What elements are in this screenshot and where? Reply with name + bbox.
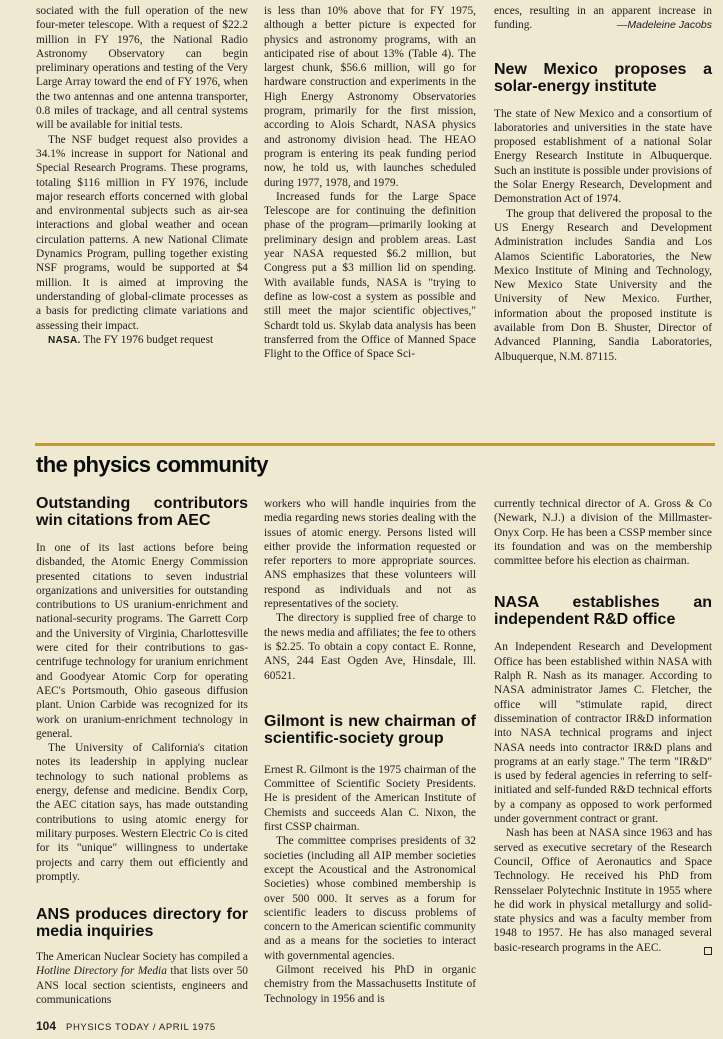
paragraph: is less than 10% above that for FY 1975, although a better picture is expected for physics and astronomy programs, with an anticipated rise of about 13% (Table 4). The largest chunk, $56.6 million, will go for hardware construction and experiments in the High Energy Astronomy Observatories program, primarily for the first mission, according to Alois Schardt, NASA physics and astronomy division head. The HEAO program is entering its peak funding period now, he told us, with launches scheduled during 1977, 1978, and 1979. [264,5,476,189]
end-of-article-mark [704,947,712,955]
paragraph: Ernest R. Gilmont is the 1975 chairman of the Committee of Scientific Society Presidents. He is president of the American Institute of Chemists and succeeds Alan C. Nixon, the first CSSP chairman. [264,763,476,834]
author-signature: —Madeleine Jacobs [616,19,712,32]
paragraph: The NSF budget request also provides a 34.1% increase in support for National and Special Research Programs. These programs, totaling $116 million in FY 1976, include major research efforts concerned with global and environmental subjects such as air-sea interactions and global weather and ocean circulation patterns. A new National Climate Dynamics Program, pulling together existing NSF programs, would be supported at $4 million. It is aimed at improving the understanding of global-climate processes as a basis for predicting climate variations and assessing their impact. [36,133,248,332]
runin-heading: NASA. [48,334,81,346]
paragraph: sociated with the full operation of the new four-meter telescope. With a request of $22.2 million in FY 1976, the National Radio Astronomy Observatory can begin preliminary operations and testing of the Very Large Array toward the end of FY 1976, when the two antennas and one antenna transporter, 0.8 miles of trackage, and all central systems will be available for initial tests. [36,5,248,132]
paragraph: Nash has been at NASA since 1963 and has served as executive secretary of the Research Council, Office of Aeronautics and Space Technology. He received his PhD from Rensselaer Polytechnic Institute in 1955 where he did work in physical metallurgy and solid-state physics and was a faculty member from 1948 to 1957. He has also managed several basic-research programs in the AEC. [494,827,712,954]
article-headline: ANS produces directory for media inquiries [36,906,248,941]
top-column-1 [36,4,248,348]
article-headline: Outstanding contributors win citations from AEC [36,495,248,529]
bottom-column-2 [264,497,476,1006]
paragraph: The group that delivered the proposal to the US Energy Research and Development Administration includes Sandia and Los Alamos Scientific Laboratories, the New Mexico Institute of Mining and Technology, New Mexico State University and the University of New Mexico. Further, information about the proposed institute is available from Don B. Shuster, Director of Advanced Planning, Sandia Laboratories, Albuquerque, N.M. 87115. [494,207,712,363]
paragraph: The committee comprises presidents of 32 societies (including all AIP member societies except the Acoustical and the Astronomical Societies) whose combined membership is over 500 000. It serves as a forum for scientific leaders to discuss problems of concern to the American scientific community and as a means for the societies to interact with governmental agencies. [264,835,476,962]
paragraph: An Independent Research and Development Office has been established within NASA with Ralph R. Nash as its manager. According to NASA administrator James C. Fletcher, the office will "stimulate rapid, direct dissemination of contractor IR&D information into NASA technical programs and inject NASA needs into contractor IR&D plans and programs at an early stage." The term "IR&D" is used by federal agencies in referring to self-initiated and self-funded R&D technical efforts by a company as opposed to work performed under government contract or grant. [494,641,712,826]
paragraph-fragment: ences, resulting in an apparent increase in funding. [494,5,712,32]
journal-name: PHYSICS TODAY / APRIL 1975 [66,1022,216,1033]
page-footer [36,1019,216,1033]
bottom-column-1 [36,495,248,1007]
article-headline: NASA establishes an independent R&D office [494,594,712,629]
top-column-3 [494,4,712,364]
top-column-2 [264,4,476,361]
paragraph-fragment: The FY 1976 budget request [80,333,214,346]
paragraph: The University of California's citation notes its leadership in applying nuclear technology to such national problems as energy, defense and medicine. Bendix Corp, the AEC citation says, has made outstanding contributions to using atomic energy for military purposes. Western Electric Co is cited for its "unique" willingness to undertake projects and carry them out efficiently and promptly. [36,742,248,883]
article-headline: Gilmont is new chairman of scientific-society group [264,712,476,747]
article-headline: New Mexico proposes a solar-energy institute [494,60,712,95]
section-title: the physics community [36,452,268,477]
paragraph: workers who will handle inquiries from the media regarding news stories dealing with the issues of atomic energy. Persons listed will either provide the information requested or refer reporters to more appropriate sources. ANS emphasizes that these volunteers will respond as individuals and not as representatives of the society. [264,498,476,611]
paragraph-fragment: that lists over 50 ANS local section scientists, engineers and communications [36,965,248,1007]
paragraph: The state of New Mexico and a consortium of laboratories and universities in the state have proposed establishment of a national Solar Energy Research Institute in Albuquerque. Such an institute is possible under provisions of the Solar Energy Research, Development and Demonstration Act of 1974. [494,107,712,206]
page-number: 104 [36,1019,57,1033]
bottom-column-3 [494,497,712,955]
paragraph-fragment: The American Nuclear Society has compiled a [36,951,248,964]
publication-title: Hotline Directory for Media [36,965,167,978]
paragraph: Gilmont received his PhD in organic chemistry from the Massachusetts Institute of Technology in 1956 and is [264,964,476,1005]
paragraph: In one of its last actions before being disbanded, the Atomic Energy Commission presented citations to seven industrial organizations and universities for outstanding contributions to US uranium-enrichment and national-security programs. The Garrett Corp and the University of Virginia, Charlottesville were cited for their contributions to gas-centrifuge technology for uranium enrichment and Goodyear Atomic Corp for operating AEC's Portsmouth, Ohio gaseous diffusion plant. Union Carbide was recognized for its work on uranium-enrichment technology in general. [36,542,248,740]
section-rule [35,443,715,446]
paragraph: The directory is supplied free of charge to the news media and affiliates; the fee to others is $2.25. To obtain a copy contact E. Ronne, ANS, 244 East Ogden Ave, Hinsdale, Ill. 60521. [264,612,476,682]
paragraph: currently technical director of A. Gross & Co (Newark, N.J.) a division of the Millmaster-Onyx Corp. He has been a CSSP member since its foundation and was on the membership committee before his election as chairman. [494,498,712,568]
paragraph: Increased funds for the Large Space Telescope are for continuing the definition phase of the program—primarily looking at preliminary design and problem areas. Last year NASA requested $6.2 million, but Congress put a $3 million lid on spending. With available funds, NASA is "trying to define as low-cost a system as possible and still meet the major scientific objectives," Schardt told us. Skylab data analysis has been transferred from the Office of Manned Space Flight to the Office of Space Sci- [264,190,476,361]
